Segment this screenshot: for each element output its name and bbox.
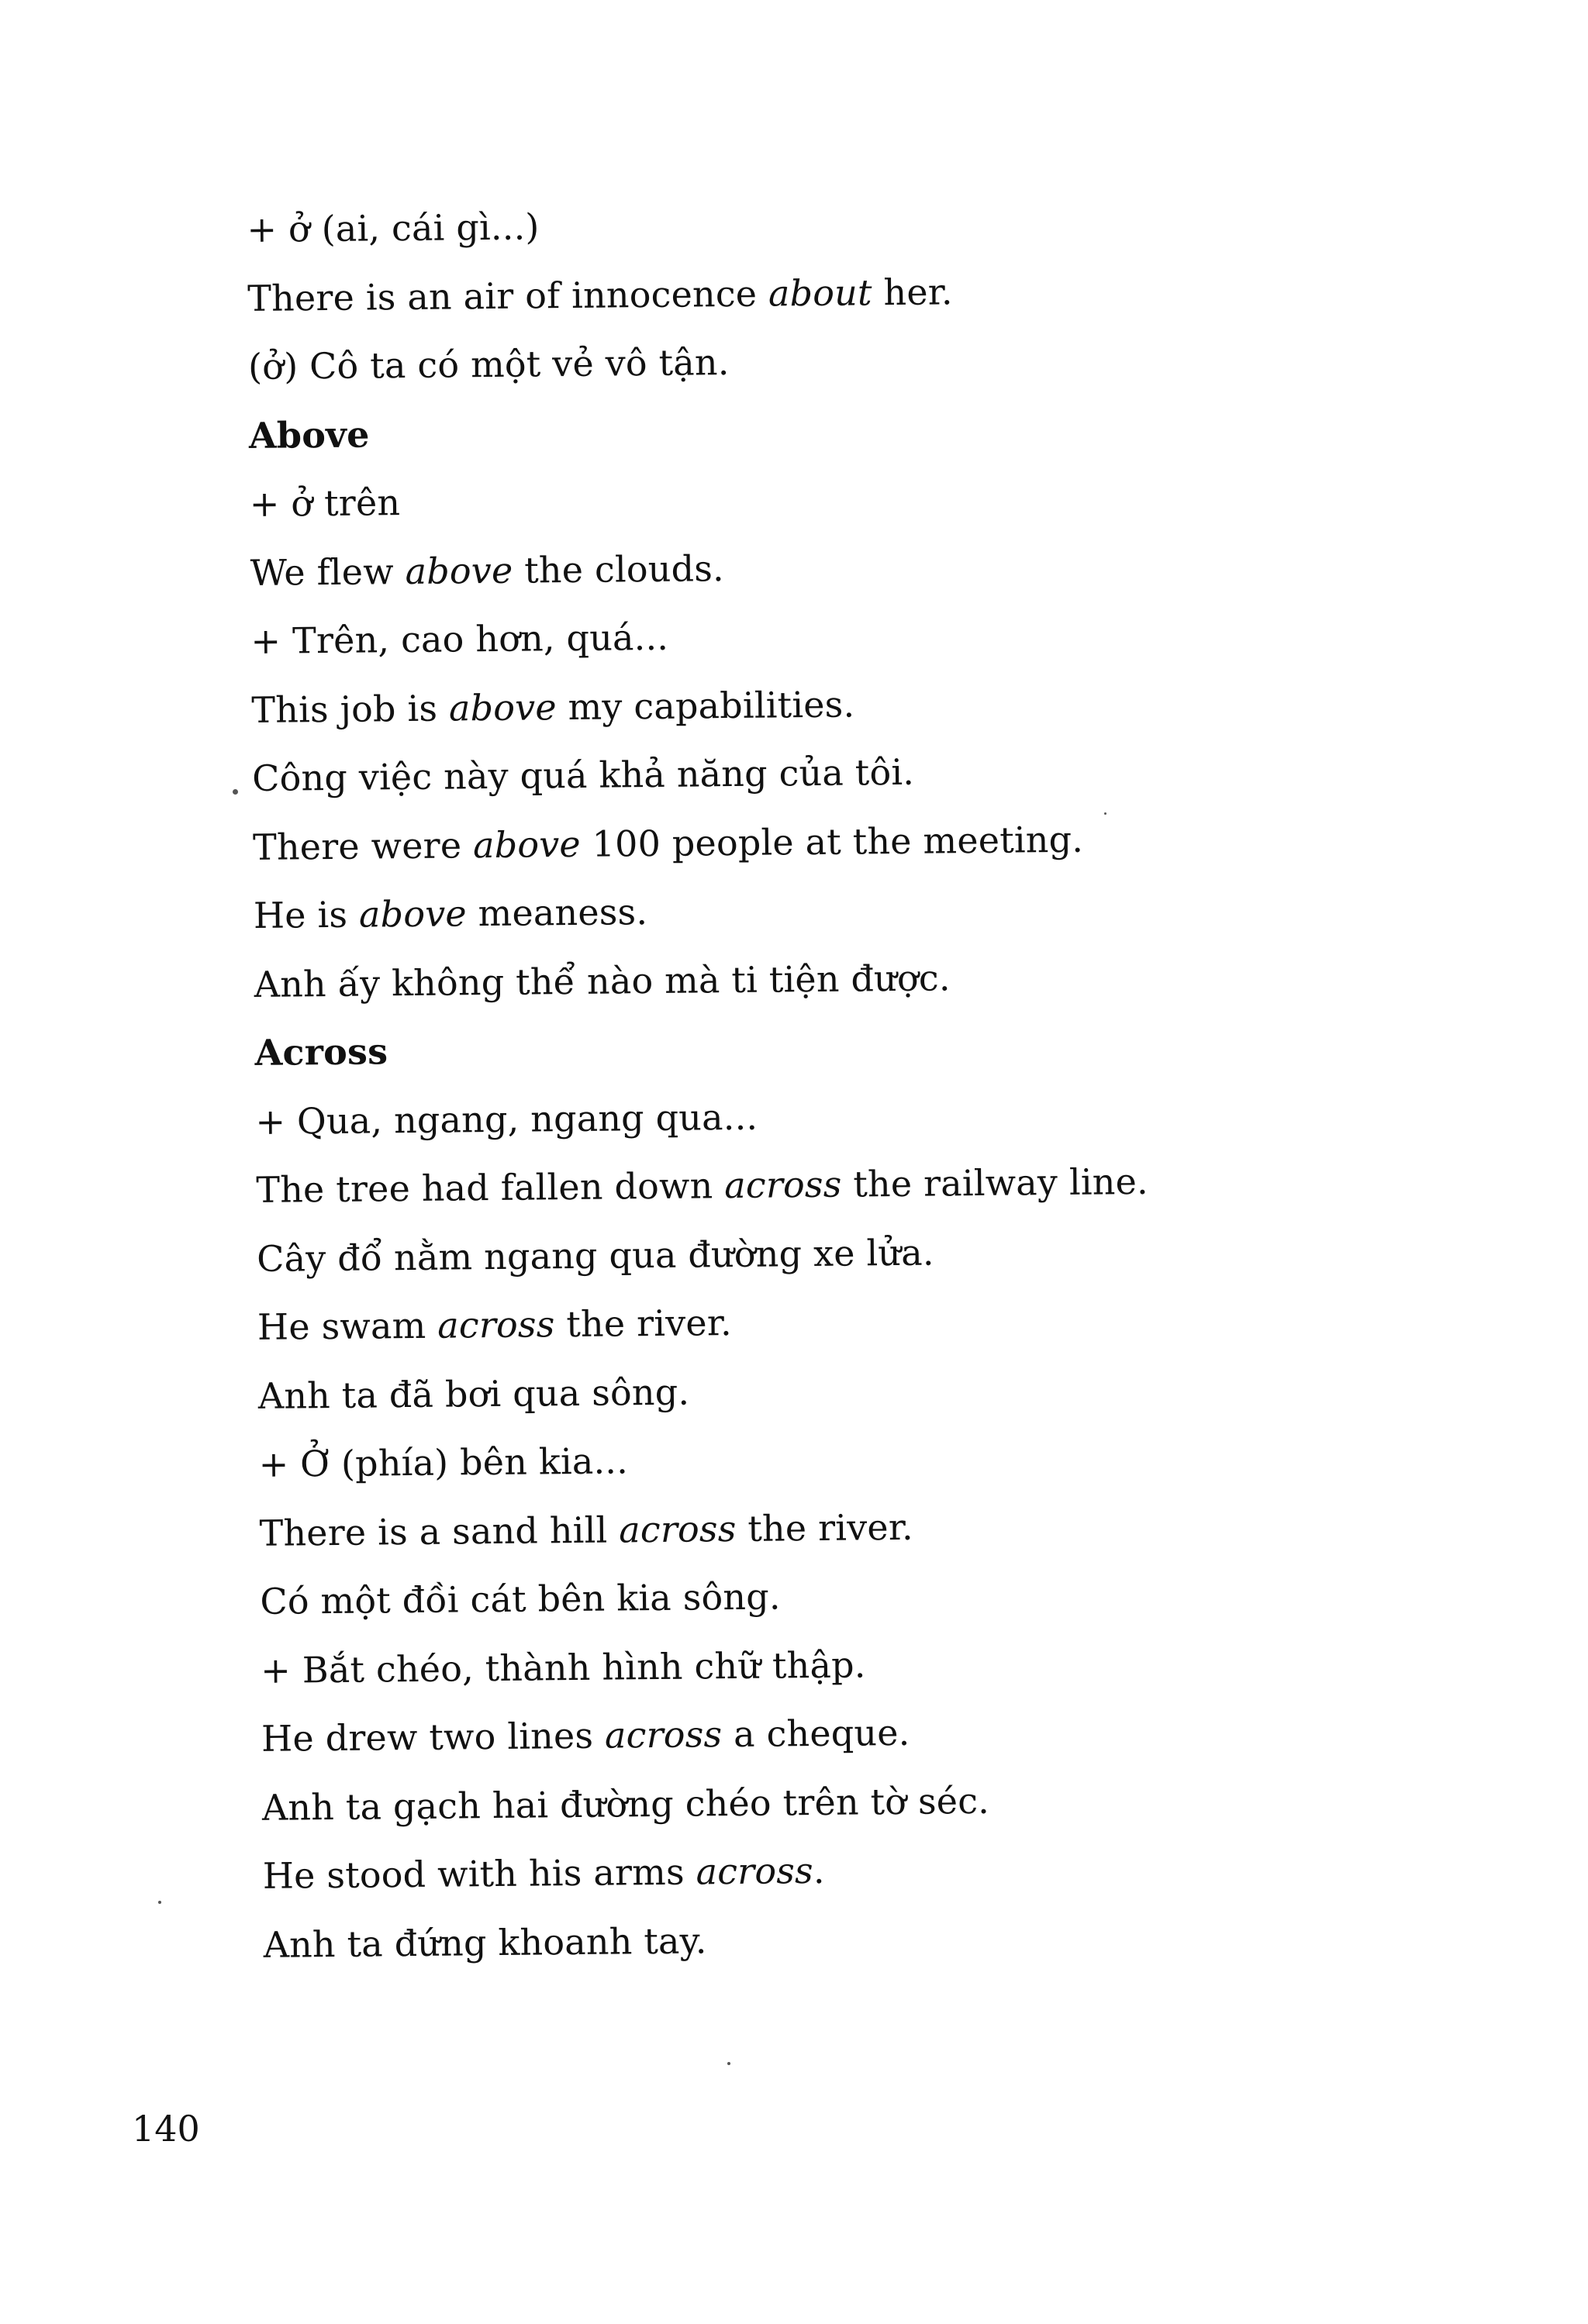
text-segment: + Qua, ngang, ngang qua... bbox=[255, 1095, 758, 1143]
text-line bbox=[258, 1419, 1345, 1498]
text-segment: (ở) Cô ta có một vẻ vô tận. bbox=[247, 341, 730, 388]
italic-keyword: across bbox=[604, 1713, 723, 1757]
text-segment: There is a sand hill bbox=[259, 1508, 620, 1554]
text-segment: Anh ta đứng khoanh tay. bbox=[263, 1919, 707, 1966]
text-line bbox=[256, 1146, 1342, 1225]
text-segment: This job is bbox=[251, 687, 450, 731]
text-segment: . bbox=[813, 1849, 825, 1892]
text-segment: + Bắt chéo, thành hình chữ thập. bbox=[261, 1643, 866, 1691]
text-segment: Across bbox=[254, 1030, 388, 1074]
page-body bbox=[247, 185, 1349, 1979]
text-segment: the river. bbox=[736, 1505, 914, 1550]
text-line bbox=[247, 185, 1333, 264]
text-line bbox=[250, 597, 1337, 676]
text-segment: He drew two lines bbox=[261, 1714, 606, 1760]
entry-heading bbox=[249, 391, 1335, 470]
text-segment: + ở trên bbox=[249, 481, 401, 525]
text-segment: + Trên, cao hơn, quá... bbox=[250, 615, 669, 662]
text-segment: 100 people at the meeting. bbox=[580, 818, 1084, 865]
text-segment: my capabilities. bbox=[556, 683, 855, 728]
italic-keyword: across bbox=[696, 1850, 814, 1893]
text-line bbox=[262, 1831, 1348, 1910]
scan-speck bbox=[727, 2062, 730, 2065]
text-line bbox=[253, 802, 1339, 881]
text-line bbox=[261, 1626, 1347, 1705]
text-segment: her. bbox=[872, 270, 953, 313]
italic-keyword: above bbox=[358, 892, 468, 936]
text-segment: Anh ấy không thể nào mà ti tiện được. bbox=[254, 956, 951, 1005]
text-line bbox=[249, 460, 1335, 539]
text-line bbox=[263, 1900, 1349, 1979]
scan-speck bbox=[233, 789, 238, 795]
text-segment: He swam bbox=[257, 1304, 438, 1348]
text-segment: + Ở (phía) bên kia... bbox=[258, 1440, 629, 1485]
italic-keyword: above bbox=[448, 685, 558, 729]
text-segment: He is bbox=[253, 893, 360, 936]
text-line bbox=[255, 1077, 1341, 1156]
text-line bbox=[253, 871, 1339, 950]
text-line bbox=[260, 1557, 1346, 1636]
text-segment: He stood with his arms bbox=[262, 1850, 696, 1897]
text-segment: the clouds. bbox=[513, 547, 725, 591]
text-segment: the railway line. bbox=[841, 1160, 1149, 1205]
text-segment: Có một đồi cát bên kia sông. bbox=[260, 1575, 781, 1622]
page-number: 140 bbox=[132, 2108, 200, 2150]
scan-speck bbox=[158, 1901, 161, 1904]
text-segment: meaness. bbox=[466, 891, 648, 935]
text-segment: The tree had fallen down bbox=[256, 1164, 725, 1211]
text-line bbox=[252, 734, 1338, 813]
text-segment: Cây đổ nằm ngang qua đường xe lửa. bbox=[256, 1231, 934, 1280]
text-segment: Above bbox=[248, 412, 370, 457]
entry-heading bbox=[254, 1009, 1341, 1088]
text-line bbox=[254, 940, 1340, 1019]
text-line bbox=[250, 528, 1336, 607]
text-line bbox=[257, 1351, 1344, 1430]
text-line bbox=[247, 253, 1334, 333]
text-segment: We flew bbox=[250, 550, 406, 594]
italic-keyword: about bbox=[768, 271, 872, 315]
text-segment: Công việc này quá khả năng của tôi. bbox=[251, 750, 915, 799]
italic-keyword: across bbox=[618, 1507, 737, 1550]
text-line bbox=[248, 322, 1334, 402]
text-segment: a cheque. bbox=[722, 1711, 910, 1756]
italic-keyword: across bbox=[723, 1163, 842, 1207]
text-line bbox=[257, 1214, 1343, 1293]
text-segment: + ở (ai, cái gì...) bbox=[247, 205, 540, 250]
text-line bbox=[251, 665, 1338, 744]
text-line bbox=[259, 1488, 1345, 1567]
text-line bbox=[261, 1694, 1348, 1773]
text-line bbox=[257, 1282, 1344, 1361]
text-segment: Anh ta đã bơi qua sông. bbox=[257, 1371, 690, 1417]
italic-keyword: across bbox=[437, 1303, 555, 1346]
italic-keyword: above bbox=[472, 822, 582, 866]
text-segment: Anh ta gạch hai đường chéo trên tờ séc. bbox=[261, 1779, 990, 1829]
scan-speck bbox=[1104, 812, 1106, 815]
text-segment: the river. bbox=[554, 1302, 733, 1346]
text-line bbox=[262, 1763, 1348, 1842]
text-segment: There were bbox=[252, 823, 474, 868]
italic-keyword: above bbox=[405, 549, 513, 592]
text-segment: There is an air of innocence bbox=[247, 272, 769, 319]
